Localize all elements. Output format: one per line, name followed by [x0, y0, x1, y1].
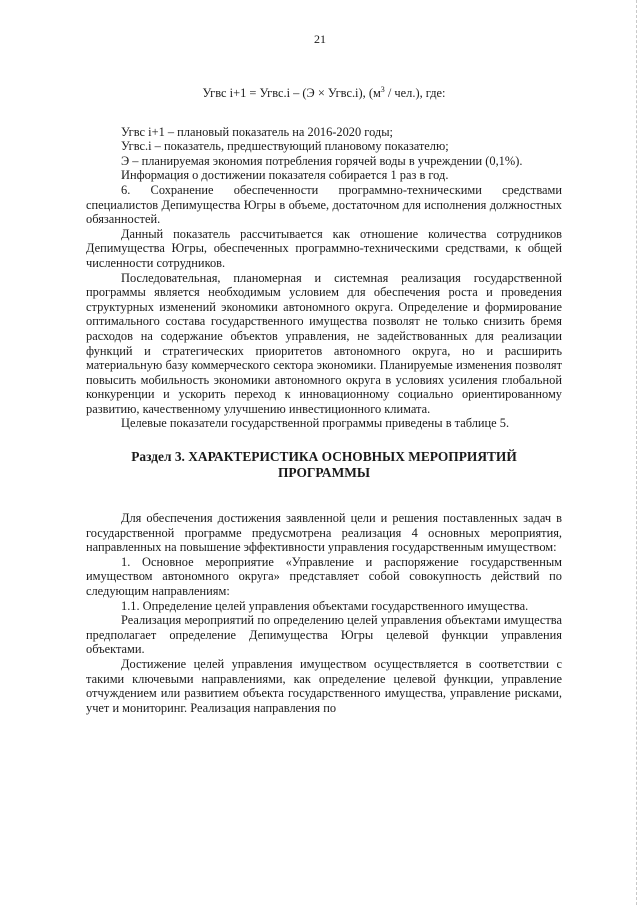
paragraph-bottom-3: Реализация мероприятий по определению целей управления объектами имущества предполагает определение Депимущества Югры целевой функции управления объектами.: [86, 613, 562, 657]
paragraph-top-5: Данный показатель рассчитывается как отношение количества сотрудников Депимущества Югры, обеспеченных программно-техническими средствами, к общей численности сотрудников.: [86, 226, 562, 270]
paragraph-bottom-1: 1. Основное мероприятие «Управление и распоряжение государственным имуществом автономного округа» представляет собой совокупность действий по следующим направлениям:: [86, 554, 562, 599]
paragraph-top-1: Угвс.i – показатель, предшествующий плановому показателю;: [121, 139, 449, 154]
paragraph-top-6: Последовательная, планомерная и системная реализация государственной программы является необходимым условием для обеспечения роста и проведения структурных изменений экономики автономного округа. Определение и формирование оптимального состава государственного имущества позволят не только снизить бремя расходов на содержание объектов управления, не задействованных для реализации функций и стратегических приоритетов автономного округа, но и расширить материальную базу коммерческого сектора экономики. Планируемые изменения позволят повысить мобильность экономики автономного округа в условиях усиления глобальной конкуренции и ускорить переход к инновационному социально ориентированному развитию, качественному улучшению инвестиционного климата.: [86, 270, 562, 416]
paragraph-top-3: Информация о достижении показателя собирается 1 раз в год.: [121, 168, 449, 183]
paragraph-top-4: 6. Сохранение обеспеченности программно-техническими средствами специалистов Депимущества Югры в объеме, достаточном для исполнения должностных обязанностей.: [86, 182, 562, 227]
formula-main: Угвс i+1 = Угвс.i – (Э × Угвс.i), (м: [202, 86, 381, 100]
formula-line: [86, 86, 562, 101]
page-number: 21: [314, 32, 326, 46]
page-edge-guide: [635, 0, 637, 905]
paragraph-bottom-0: Для обеспечения достижения заявленной цели и решения поставленных задач в государственной программе предусмотрена реализация 4 основных мероприятия, направленных на повышение эффективности управления государственным имуществом:: [86, 511, 562, 555]
formula-superscript: 3: [380, 84, 385, 94]
paragraph-top-2: Э – планируемая экономия потребления горячей воды в учреждении (0,1%).: [121, 153, 523, 168]
section-heading: Раздел 3. ХАРАКТЕРИСТИКА ОСНОВНЫХ МЕРОПРИЯТИЙ ПРОГРАММЫ: [131, 449, 517, 481]
paragraph-bottom-2: 1.1. Определение целей управления объектами государственного имущества.: [121, 598, 529, 613]
formula-tail: / чел.), где:: [384, 86, 446, 100]
paragraph-top-7: Целевые показатели государственной программы приведены в таблице 5.: [121, 416, 510, 431]
document-body: [86, 86, 562, 715]
paragraph-top-0: Угвс i+1 – плановый показатель на 2016-2020 годы;: [121, 124, 393, 139]
paragraph-bottom-4: Достижение целей управления имуществом осуществляется в соответствии с такими ключевыми направлениями, как определение целевой функции, управление отчуждением или развитием объекта государственного имущества, управление рисками, учет и мониторинг. Реализация направления по: [86, 657, 562, 715]
